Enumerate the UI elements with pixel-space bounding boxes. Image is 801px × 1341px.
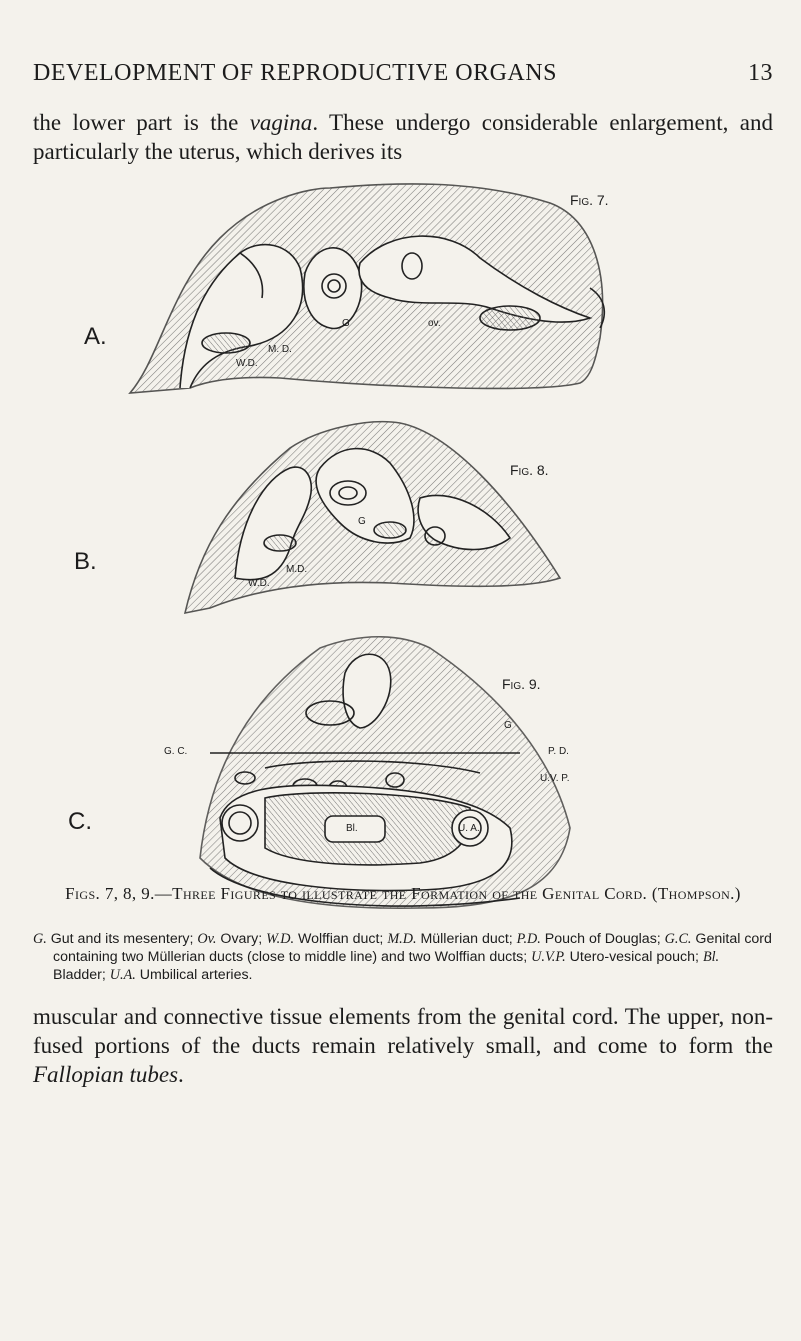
term-vagina: vagina [249,110,313,135]
figure-illustrations [68,168,730,968]
running-header [33,60,773,87]
fig9-abbr-ua: U. A. [458,823,480,834]
panel-b-letter: B. [74,548,97,575]
page-number: 13 [748,60,773,86]
figure-caption-legend [33,930,773,984]
fig8-abbr-g: G [358,516,366,527]
paragraph-bottom: muscular and connective tissue elements from the genital cord. The upper, non-fused portions of the ducts remain relatively small, and come to form the Fallopian tubes. [33,1004,773,1087]
fig7-abbr-g: G [342,318,350,329]
legend-text: G. Gut and its mesentery; Ov. Ovary; W.D. Wolffian duct; M.D. Müllerian duct; P.D. Pouch of Douglas; G.C. Genital cord containing two Müllerian ducts (close to middle line) and two Wolffian ducts; U.V.P. Utero-vesical pouch; Bl. Bladder; U.A. Umbilical arteries. [33,931,772,983]
fig9-abbr-g: G [504,720,512,731]
legend-abbr: Ov. [197,931,217,947]
legend-abbr: G.C. [664,931,692,947]
legend-abbr: U.A. [109,967,136,983]
running-title: DEVELOPMENT OF REPRODUCTIVE ORGANS [33,60,557,86]
legend-abbr: P.D. [516,931,541,947]
figure-9-label: Fig. 9. [502,676,541,692]
figure-caption-title: Figs. 7, 8, 9.—Three Figures to illustrate the Formation of the Genital Cord. (Thompson.) [65,884,741,903]
fig8-abbr-md: M.D. [286,564,308,575]
figure-7-drawing [130,184,604,393]
fig8-abbr-wd: W.D. [248,578,270,589]
fig7-abbr-ov: ov. [428,318,441,329]
figure-8-label: Fig. 8. [510,462,549,478]
figure-drawings [90,168,730,968]
fig9-abbr-uvp: U.V. P. [540,773,570,784]
fig9-abbr-gc: G. C. [164,746,188,757]
panel-a-letter: A. [84,323,107,350]
fig7-abbr-wd: W.D. [236,358,258,369]
legend-abbr: W.D. [266,931,294,947]
fig9-abbr-bl: Bl. [346,823,358,834]
figure-8-drawing [185,422,560,613]
legend-abbr: M.D. [387,931,417,947]
term-fallopian-tubes: Fallopian tubes [33,1062,179,1087]
paragraph-top: the lower part is the vagina. These undergo considerable enlargement, and particularly the uterus, which derives its [33,110,773,164]
legend-abbr: G. [33,931,47,947]
fig9-abbr-pd: P. D. [548,746,569,757]
fig7-abbr-md: M. D. [268,344,292,355]
legend-abbr: Bl. [702,949,720,965]
panel-c-letter: C. [68,808,92,835]
figure-7-label: Fig. 7. [570,192,609,208]
legend-abbr: U.V.P. [531,949,566,965]
